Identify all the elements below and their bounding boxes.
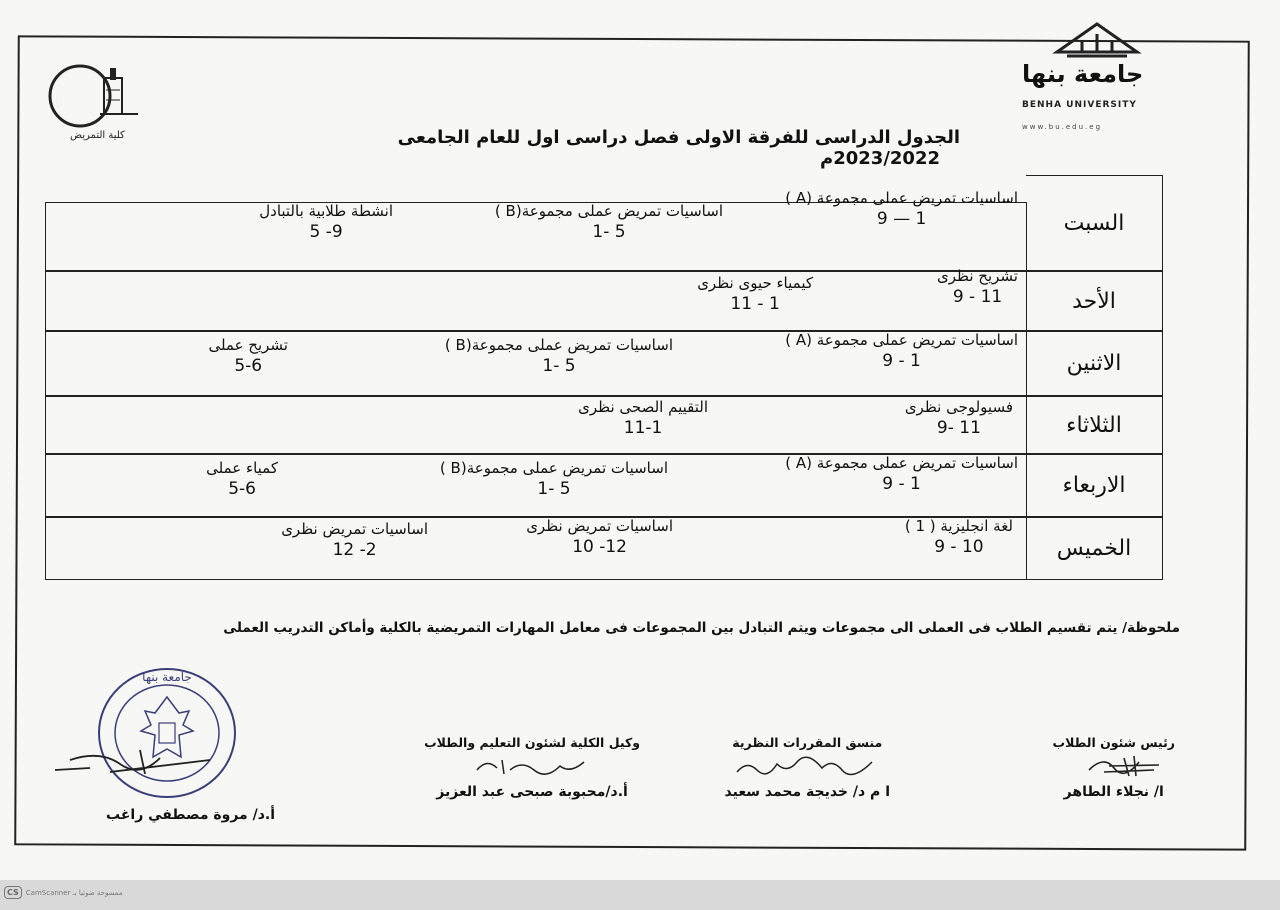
course-name: التقييم الصحى نظرى (578, 398, 708, 416)
class-slot (785, 331, 1018, 371)
handwritten-signature (472, 750, 592, 780)
course-name: لغة انجليزية ( 1 ) (904, 517, 1013, 535)
handwritten-signature (1084, 750, 1164, 780)
course-name: اساسيات تمريض نظرى (281, 520, 428, 538)
schedule-table (45, 175, 1163, 580)
class-time: 9 — 1 (876, 209, 927, 229)
signature-block (424, 735, 640, 800)
signature-block (725, 735, 890, 800)
schedule-row (45, 454, 1163, 517)
course-name: فسيولوجى نظرى (904, 398, 1013, 416)
course-name: اساسيات تمريض عملى مجموعة (A ) (785, 454, 1018, 472)
row-content (45, 396, 1027, 454)
day-label: الأحد (1026, 271, 1163, 331)
class-time: 9 - 11 (952, 287, 1003, 307)
course-name: اساسيات تمريض عملى مجموعة(B ) (494, 202, 723, 220)
class-slot (785, 189, 1018, 229)
handwritten-signature (50, 730, 220, 780)
day-label: الاثنين (1026, 331, 1163, 396)
schedule-note: ملحوظة/ يتم تقسيم الطلاب فى العملى الى مجموعات ويتم التبادل بين المجموعات فى معامل المهارات التمريضية بالكلية وأماكن التدريب العملى (223, 620, 1180, 636)
class-time: 9 - 1 (882, 351, 921, 371)
course-name: انشطة طلابية بالتبادل (259, 202, 393, 220)
signature-block (1053, 735, 1175, 800)
benha-university-logo (1012, 20, 1162, 131)
class-slot (937, 267, 1018, 307)
class-slot (440, 459, 668, 499)
class-time: 5 -9 (309, 222, 343, 242)
course-name: اساسيات تمريض عملى مجموعة(B ) (444, 336, 673, 354)
class-time: 1- 5 (537, 479, 571, 499)
class-slot (905, 517, 1013, 557)
schedule-row (45, 396, 1163, 454)
class-time: 12 -2 (332, 540, 377, 560)
class-time: 9 - 1 (882, 474, 921, 494)
class-time: 9 - 10 (934, 537, 984, 557)
nursing-faculty-logo (46, 60, 146, 146)
class-slot (495, 202, 723, 242)
signatory-name: أ.د/ مروة مصطفي راغب (106, 807, 275, 823)
class-time: 5-6 (234, 356, 263, 376)
schedule-row (45, 517, 1163, 580)
camscanner-text: CamScanner ممسوحة ضوئيا بـ (25, 888, 123, 897)
day-label: السبت (1026, 175, 1163, 271)
course-name: اساسيات تمريض عملى مجموعة (A ) (785, 331, 1018, 349)
class-slot (526, 517, 673, 557)
schedule-row (45, 267, 1163, 331)
class-time: 1- 5 (542, 356, 576, 376)
day-label: الخميس (1026, 517, 1163, 580)
class-slot (281, 520, 428, 560)
course-name: تشريح عملى (208, 336, 288, 354)
university-website: www.bu.edu.eg (1022, 123, 1103, 131)
signatory-role: رئيس شئون الطلاب (1052, 735, 1175, 750)
class-time: 11 - 1 (730, 294, 780, 314)
schedule-row (45, 331, 1163, 396)
signatory-name: أ.د/محبوبة صبحى عبد العزيز (436, 784, 628, 800)
nursing-logo-caption: كلية التمريض (70, 130, 125, 141)
stamp-text: جامعة بنها (142, 670, 192, 684)
class-time: 1- 5 (592, 222, 626, 242)
class-time: 9- 11 (936, 418, 981, 438)
schedule-row (45, 175, 1163, 271)
row-content (45, 271, 1027, 331)
class-time: 11-1 (623, 418, 663, 438)
scanner-watermark (4, 886, 123, 899)
course-name: اساسيات تمريض عملى مجموعة(B ) (439, 459, 668, 477)
class-slot (905, 398, 1013, 438)
university-name-en: BENHA UNIVERSITY (1022, 100, 1137, 110)
class-slot (206, 459, 278, 499)
signatory-name: ا م د/ خديجة محمد سعيد (724, 784, 890, 800)
class-slot (785, 454, 1018, 494)
schedule-title: الجدول الدراسى للفرقة الاولى فصل دراسى اول للعام الجامعى (397, 127, 960, 148)
signature-block (106, 807, 275, 823)
course-name: تشريح نظرى (937, 267, 1018, 285)
handwritten-signature (732, 750, 882, 780)
university-name-ar: جامعة بنها (1022, 60, 1144, 88)
signatory-role: وكيل الكلية لشئون التعليم والطلاب (424, 735, 640, 750)
course-name: اساسيات تمريض نظرى (526, 517, 673, 535)
class-time: 10 -12 (572, 537, 627, 557)
class-time: 5-6 (228, 479, 256, 499)
class-slot (208, 336, 288, 376)
class-slot (445, 336, 673, 376)
class-slot (259, 202, 393, 242)
schedule-academic-year: 2023/2022م (820, 148, 940, 169)
course-name: كمياء عملى (206, 459, 278, 477)
signatory-name: ا/ نجلاء الطاهر (1063, 784, 1164, 800)
class-slot (697, 274, 813, 314)
day-label: الثلاثاء (1026, 396, 1163, 454)
course-name: اساسيات تمريض عملى مجموعة (A ) (785, 189, 1018, 207)
course-name: كيمياء حيوى نظرى (697, 274, 813, 292)
camscanner-badge: CS (4, 886, 22, 899)
class-slot (578, 398, 708, 438)
day-label: الاربعاء (1026, 454, 1163, 517)
signatory-role: منسق المقررات النظرية (732, 735, 883, 750)
